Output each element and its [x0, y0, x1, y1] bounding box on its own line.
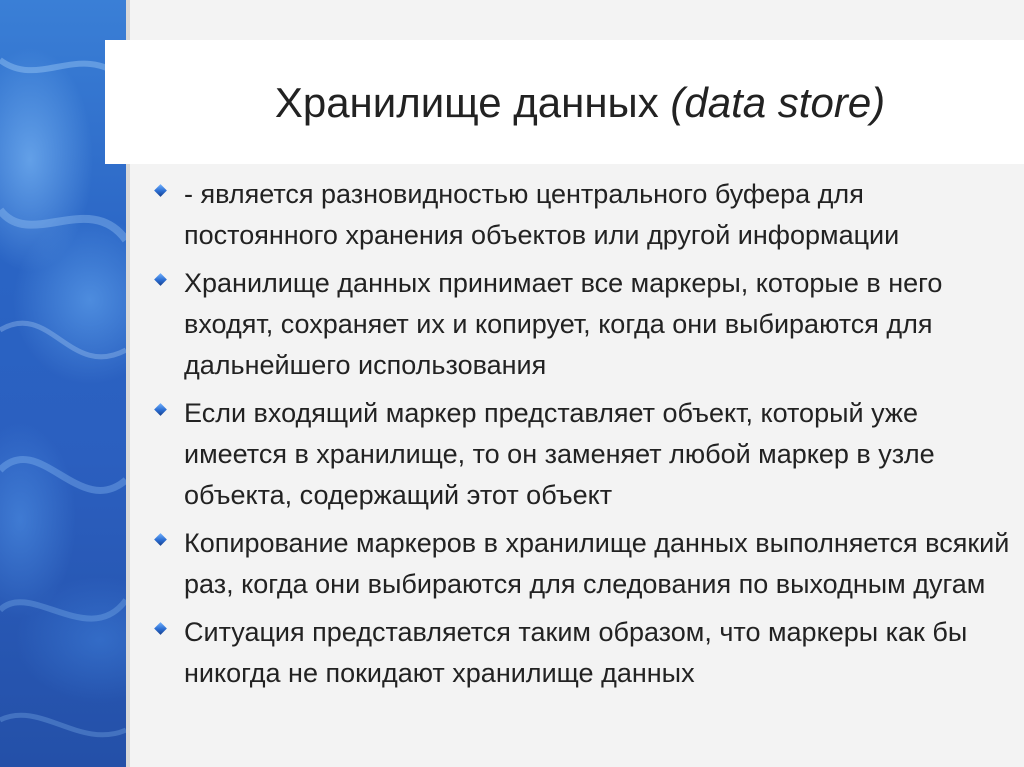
bullet-text: Хранилище данных принимает все маркеры, которые в него входят, сохраняет их и копирует, когда они выбираются для дальнейшего использования	[184, 268, 943, 380]
list-item	[152, 523, 1012, 605]
diamond-bullet-icon	[154, 184, 167, 197]
title-main-text: Хранилище данных	[274, 79, 671, 126]
bullet-text: Ситуация представляется таким образом, что маркеры как бы никогда не покидают хранилище данных	[184, 617, 968, 688]
diamond-bullet-icon	[154, 622, 167, 635]
diamond-bullet-icon	[154, 273, 167, 286]
bullet-text: Копирование маркеров в хранилище данных выполняется всякий раз, когда они выбираются для следования по выходным дугам	[184, 528, 1010, 599]
list-item	[152, 263, 1012, 386]
list-item	[152, 174, 1012, 256]
bullet-list	[152, 174, 1012, 701]
bullet-text: - является разновидностью центрального буфера для постоянного хранения объектов или другой информации	[184, 179, 900, 250]
list-item	[152, 612, 1012, 694]
slide-title	[150, 78, 1010, 128]
bullet-text: Если входящий маркер представляет объект, который уже имеется в хранилище, то он заменяет любой маркер в узле объекта, содержащий этот объект	[184, 398, 935, 510]
list-item	[152, 393, 1012, 516]
title-italic-text: (data store)	[670, 79, 886, 126]
diamond-bullet-icon	[154, 533, 167, 546]
diamond-bullet-icon	[154, 403, 167, 416]
